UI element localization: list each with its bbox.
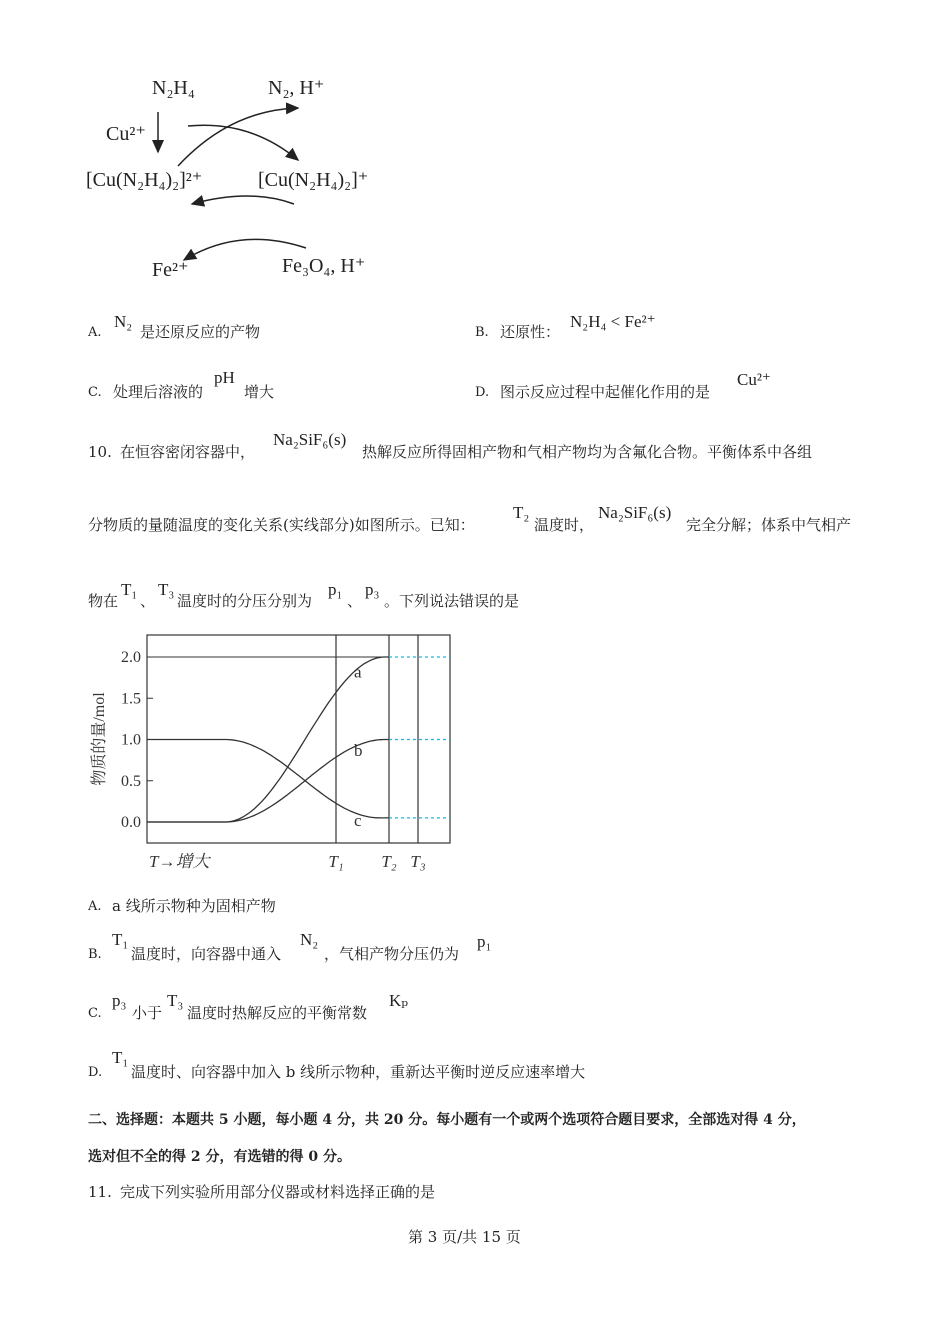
q10-option-c-p3: p₃ [112,991,127,1010]
q10-option-b-n2: N₂ [300,930,319,949]
q10-line2-formula: Na₂SiF₆(s) [598,503,672,522]
q10-option-d-text: 温度时、向容器中加入 b 线所示物种，重新达平衡时逆反应速率增大 [131,1063,586,1081]
q10-line3-c: 。下列说法错误的是 [384,592,520,610]
q10-option-c-text2: 温度时热解反应的平衡常数 [187,1004,368,1022]
q10-line3-t3: T₃ [158,580,175,599]
q9-option-a-label: A. [88,325,102,340]
q10-line2-c: 完全分解；体系中气相产 [686,516,852,534]
q10-line3-p1: p₁ [328,580,343,599]
q11-number: 11. [88,1183,112,1201]
scheme-n2h4: N₂H₄ [152,77,195,99]
page-number: 第 3 页/共 15 页 [408,1228,521,1246]
y-tick-label: 1.0 [121,731,141,749]
q10-option-b-p1: p₁ [477,932,492,951]
reaction-scheme [80,70,400,290]
q10-line2-a: 分物质的量随温度的变化关系(实线部分)如图所示。已知： [88,516,475,534]
q10-option-c-label: C. [88,1006,102,1021]
q9-option-c-formula: pH [214,368,235,387]
q10-line2-b: 温度时， [534,516,595,534]
q10-line3-sep1: 、 [140,592,156,610]
q10-option-d-label: D. [88,1065,103,1080]
q9-option-d-formula: Cu²⁺ [737,370,771,389]
q9-option-d-text: 图示反应过程中起催化作用的是 [500,383,711,401]
q10-option-b-text2: ，气相产物分压仍为 [324,945,460,963]
series-label-c: c [354,811,362,831]
q10-option-b-t1: T₁ [112,930,129,949]
q10-line1-formula: Na₂SiF₆(s) [273,430,347,449]
series-line-c [147,740,389,818]
q10-option-b-label: B. [88,947,102,962]
scheme-complex-right: [Cu(N₂H₄)₂]⁺ [258,169,369,191]
series-line-b [147,740,389,823]
scheme-fe2: Fe²⁺ [152,259,189,281]
q10-option-a-label: A. [88,899,102,914]
q9-option-a-formula: N₂ [114,312,133,331]
x-axis-label: T→增大 [149,852,210,871]
q10-line3-p3: p₃ [365,580,380,599]
section2-line2: 选对但不全的得 2 分，有选错的得 0 分。 [88,1149,351,1165]
q9-option-b-text: 还原性： [500,323,561,341]
q10-option-b-text1: 温度时，向容器中通入 [131,945,282,963]
q9-option-c-label: C. [88,385,102,400]
chart-svg [80,625,470,880]
scheme-fe3o4: Fe₃O₄, H⁺ [282,255,366,277]
curved-arrow-icon [178,108,298,166]
q9-option-b-formula: N₂H₄ < Fe²⁺ [570,312,656,331]
q10-option-d-t1: T₁ [112,1048,129,1067]
q10-line3-b: 温度时的分压分别为 [177,592,313,610]
q10-option-c-kp: Kₚ [389,991,409,1010]
y-tick-label: 2.0 [121,649,141,666]
scheme-n2-h: N₂, H⁺ [268,77,325,99]
temperature-marker-label: T₃ [410,852,426,871]
q9-option-b-label: B. [475,325,489,340]
series-label-a: a [354,662,362,682]
q10-number: 10. [88,443,112,461]
section2-line1: 二、选择题：本题共 5 小题，每小题 4 分，共 20 分。每小题有一个或两个选项符合题目要求，全部选对得 4 分， [88,1112,806,1128]
q10-line3-t1: T₁ [121,580,138,599]
q10-option-c-t3: T₃ [167,991,184,1010]
amount-vs-temperature-chart [80,625,470,880]
y-tick-label: 1.5 [121,690,141,708]
q9-option-c-text1: 处理后溶液的 [113,383,204,401]
q10-line2-t2: T₂ [513,503,530,522]
q9-option-d-label: D. [475,385,490,400]
y-axis-label: 物质的量/mol [91,692,108,786]
q10-line1-a: 在恒容密闭容器中， [120,443,256,461]
q10-option-a-text: a 线所示物种为固相产物 [112,897,276,915]
q10-line1-b: 热解反应所得固相产物和气相产物均为含氟化合物。平衡体系中各组 [362,443,813,461]
q10-line3-a: 物在 [88,592,119,610]
temperature-marker-label: T₂ [381,852,397,871]
series-label-b: b [354,741,363,760]
q11-text: 完成下列实验所用部分仪器或材料选择正确的是 [120,1183,436,1201]
curved-arrow-icon [192,196,294,204]
q9-option-c-text2: 增大 [244,383,275,401]
q10-option-c-text1: 小于 [132,1004,163,1022]
scheme-complex-left: [Cu(N₂H₄)₂]²⁺ [86,169,203,191]
y-tick-label: 0.5 [121,772,141,790]
q9-option-a-text: 是还原反应的产物 [140,323,261,341]
q10-line3-sep2: 、 [347,592,363,610]
y-tick-label: 0.0 [121,814,141,831]
temperature-marker-label: T₁ [328,852,344,871]
scheme-cu2: Cu²⁺ [106,123,146,145]
